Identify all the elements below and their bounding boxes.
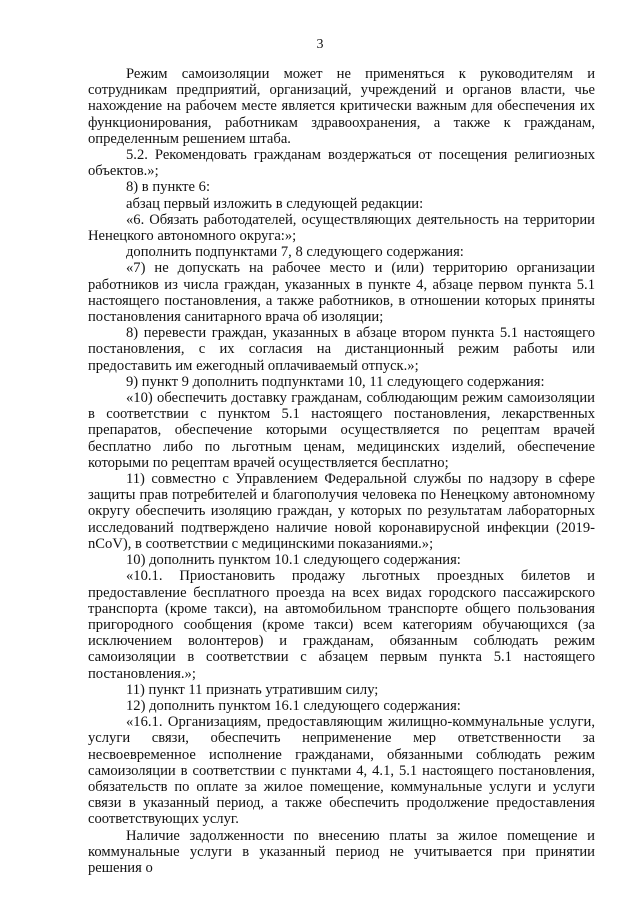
paragraph: 8) в пункте 6:: [126, 179, 211, 196]
paragraph: 5.2. Рекомендовать гражданам воздержаться от посещения религиозных объектов.»;: [88, 147, 595, 180]
paragraph: 12) дополнить пунктом 16.1 следующего содержания:: [126, 697, 461, 714]
paragraph: Наличие задолженности по внесению платы за жилое помещение и коммунальные услуги в указанный период не учитывается при принятии решения о: [88, 827, 595, 876]
paragraph: 11) совместно с Управлением Федеральной службы по надзору в сфере защиты прав потребителей и благополучия человека по Ненецкому автономному округу обеспечить изоляцию граждан, у которых по результатам лабораторных исследований подтверждено наличие новой коронавирусной инфекции (2019-nCoV), в соответствии с медицинскими показаниями.»;: [88, 471, 595, 552]
paragraph: дополнить подпунктами 7, 8 следующего содержания:: [126, 244, 464, 261]
paragraph: 9) пункт 9 дополнить подпунктами 10, 11 следующего содержания:: [126, 373, 545, 390]
paragraph: абзац первый изложить в следующей редакции:: [126, 195, 424, 212]
document-body: [88, 66, 595, 876]
paragraph: «16.1. Организациям, предоставляющим жилищно-коммунальные услуги, услуги связи, обеспечить неприменение мер ответственности за несвоевременное исполнение гражданами, обязанными соблюдать режим самоизоляции в соответствии с пунктами 4, 4.1, 5.1 настоящего постановления, обязательств по оплате за жилое помещение, коммунальные услуги и услуги связи в указанный период, а также обеспечить продолжение предоставления соответствующих услуг.: [88, 714, 595, 828]
paragraph: 8) перевести граждан, указанных в абзаце втором пункта 5.1 настоящего постановления, с их согласия на дистанционный режим работы или предоставить им ежегодный оплачиваемый отпуск.»;: [88, 325, 595, 374]
page-number: 3: [316, 37, 324, 52]
paragraph: «10.1. Приостановить продажу льготных проездных билетов и предоставление бесплатного проезда на всех видах городского пассажирского транспорта (кроме такси), на автомобильном транспорте общего пользования пригородного сообщения (кроме такси) всем категориям обучающихся (за исключением волонтеров) и гражданам, обязанным соблюдать режим самоизоляции в соответствии с абзацем первым пункта 5.1 настоящего постановления.»;: [88, 568, 595, 682]
paragraph: Режим самоизоляции может не применяться к руководителям и сотрудникам предприятий, организаций, учреждений и органов власти, чье нахождение на рабочем месте является критически важным для обеспечения их функционирования, работникам здравоохранения, а также к гражданам, определенным решением штаба.: [88, 66, 595, 147]
paragraph: 11) пункт 11 признать утратившим силу;: [126, 681, 379, 698]
paragraph: «7) не допускать на рабочее место и (или) территорию организации работников из числа граждан, указанных в пункте 4, абзаце первом пункта 5.1 настоящего постановления, а также работников, в отношении которых приняты постановления санитарного врача об изоляции;: [88, 260, 595, 326]
paragraph: «6. Обязать работодателей, осуществляющих деятельность на территории Ненецкого автономного округа:»;: [88, 211, 595, 245]
paragraph: 10) дополнить пунктом 10.1 следующего содержания:: [126, 552, 461, 569]
paragraph: «10) обеспечить доставку гражданам, соблюдающим режим самоизоляции в соответствии с пунктом 5.1 настоящего постановления, лекарственных препаратов, обеспечение которыми осуществляется по рецептам врачей бесплатно либо по льготным ценам, медицинских изделий, обеспечение которыми по рецептам врачей осуществляется бесплатно;: [88, 390, 595, 471]
